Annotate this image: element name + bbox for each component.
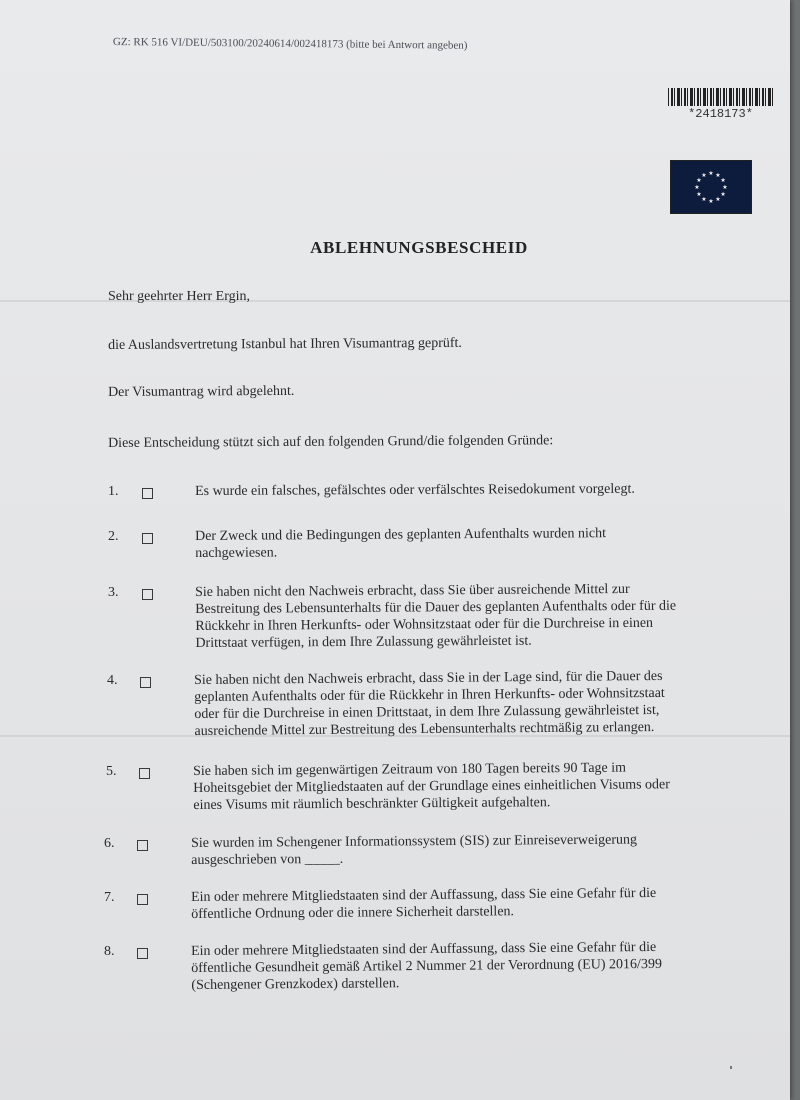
reason-number: 7. (104, 890, 115, 905)
reason-text (194, 667, 755, 740)
reason-text-line: nachgewiesen. (195, 545, 278, 561)
eu-star-icon: ★ (708, 199, 714, 205)
reason-text-line: Der Zweck und die Bedingungen des geplanten Aufenthalts wurden nicht (195, 526, 607, 544)
reason-checkbox[interactable] (137, 840, 148, 851)
reason-text-line: ausgeschrieben von _____. (191, 851, 344, 868)
eu-star-icon: ★ (708, 171, 714, 177)
reason-text-line: öffentliche Ordnung oder die innere Sicherheit darstellen. (191, 904, 515, 922)
reason-text-line: Sie haben nicht den Nachweis erbracht, dass Sie in der Lage sind, für die Dauer des (194, 668, 663, 688)
reason-text (195, 580, 755, 652)
reason-text-line: geplanten Aufenthalts oder für die Rückkehr in Ihren Herkunfts- oder Wohnsitzstaat (194, 685, 665, 705)
eu-star-icon: ★ (715, 172, 721, 179)
reason-number: 8. (104, 944, 115, 959)
reasons-heading: Diese Entscheidung stützt sich auf den folgenden Grund/die folgenden Gründe: (108, 433, 554, 451)
reason-checkbox[interactable] (142, 533, 153, 544)
reason-checkbox[interactable] (140, 677, 151, 688)
reason-checkbox[interactable] (142, 488, 153, 499)
reason-text-line: öffentliche Gesundheit gemäß Artikel 2 Nummer 21 der Verordnung (EU) 2016/399 (191, 956, 662, 976)
intro-text: die Auslandsvertretung Istanbul hat Ihren Visumantrag geprüft. (108, 335, 462, 353)
reason-text-line: Rückkehr in Ihren Herkunfts- oder Wohnsitzstaat oder für die Durchreise in einen (195, 615, 654, 634)
reason-text-line: Es wurde ein falsches, gefälschtes oder verfälschtes Reisedokument vorgelegt. (195, 481, 635, 499)
reason-checkbox[interactable] (137, 948, 148, 959)
reason-text (193, 759, 753, 814)
reason-text-line: Ein oder mehrere Mitgliedstaaten sind der Auffassung, dass Sie eine Gefahr für die (191, 885, 657, 905)
reason-text (191, 938, 751, 994)
reason-text (195, 480, 755, 500)
reason-text-line: oder für die Durchreise in einen Drittstaat, in dem Ihre Zulassung gewährleistet ist, (194, 702, 660, 722)
reason-text-line: Drittstaat verfügen, in dem Ihre Zulassung gewährleistet ist. (195, 633, 532, 651)
reason-text (195, 524, 755, 562)
reason-number: 2. (108, 529, 119, 544)
reason-number: 3. (108, 585, 119, 600)
barcode-image (668, 88, 773, 106)
reason-checkbox[interactable] (142, 589, 153, 600)
reference-number: GZ: RK 516 VI/DEU/503100/20240614/002418173 (bitte bei Antwort angeben) (112, 36, 468, 52)
reason-text-line: Sie wurden im Schengener Informationssystem (SIS) zur Einreiseverweigerung (191, 832, 638, 851)
decision-text: Der Visumantrag wird abgelehnt. (108, 383, 295, 400)
eu-star-icon: ★ (696, 192, 702, 198)
reason-text-line: Hoheitsgebiet der Mitgliedstaaten auf der Grundlage eines einheitlichen Visums oder (193, 777, 670, 796)
eu-star-icon: ★ (701, 197, 707, 204)
reason-number: 4. (107, 673, 118, 688)
page-mark (730, 1066, 732, 1069)
salutation: Sehr geehrter Herr Ergin, (108, 289, 251, 304)
eu-star-icon: ★ (720, 178, 726, 184)
eu-star-icon: ★ (722, 185, 728, 191)
reason-number: 1. (108, 484, 119, 499)
reason-text (191, 831, 751, 869)
reason-number: 5. (106, 764, 117, 779)
eu-star-icon: ★ (715, 197, 721, 204)
reason-text-line: Sie haben sich im gegenwärtigen Zeitraum von 180 Tagen bereits 90 Tage im (193, 760, 627, 779)
reason-text-line: Ein oder mehrere Mitgliedstaaten sind der Auffassung, dass Sie eine Gefahr für die (191, 939, 657, 959)
reason-checkbox[interactable] (137, 894, 148, 905)
reason-text-line: (Schengener Grenzkodex) darstellen. (191, 976, 400, 993)
eu-flag-icon (670, 160, 752, 214)
eu-star-icon: ★ (694, 185, 700, 191)
reason-text-line: Sie haben nicht den Nachweis erbracht, dass Sie über ausreichende Mittel zur (195, 581, 630, 600)
reason-text-line: eines Visums mit räumlich beschränkter Gültigkeit aufgehalten. (193, 795, 551, 813)
reason-text-line: Bestreitung des Lebensunterhalts für die Dauer des geplanten Aufenthalts oder für die (195, 598, 677, 617)
eu-star-icon: ★ (701, 172, 707, 179)
barcode-number: *2418173* (688, 107, 753, 121)
barcode-block (668, 88, 773, 121)
reason-text-line: ausreichende Mittel zur Bestreitung des Lebensunterhalts rechtmäßig zu erlangen. (194, 719, 655, 739)
reason-checkbox[interactable] (139, 768, 150, 779)
reason-number: 6. (104, 836, 115, 851)
document-title: ABLEHNUNGSBESCHEID (310, 238, 528, 257)
eu-star-icon: ★ (720, 192, 726, 198)
eu-star-icon: ★ (696, 178, 702, 184)
reason-text (191, 884, 751, 923)
